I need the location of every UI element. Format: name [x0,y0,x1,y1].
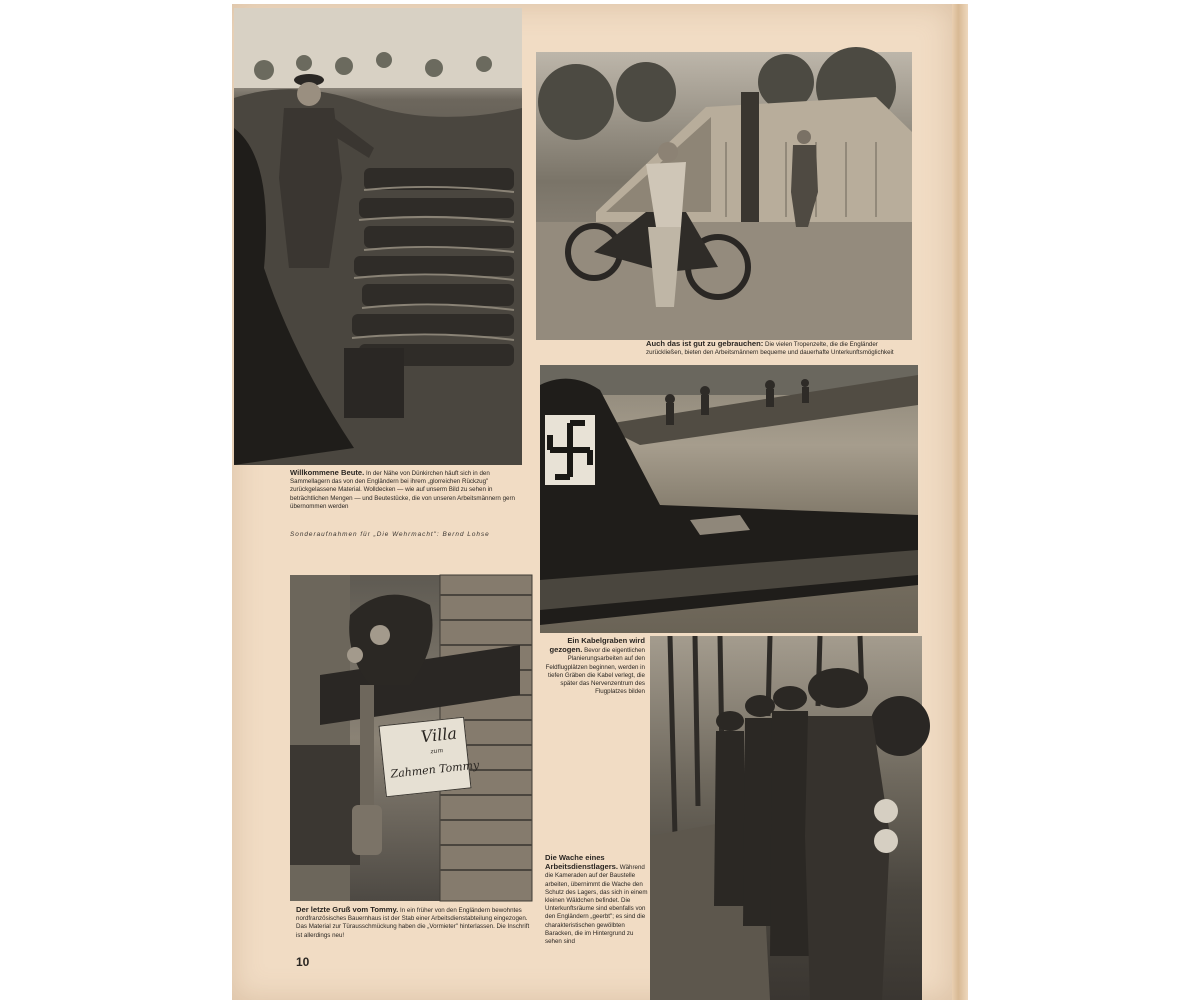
caption-title: Willkommene Beute. [290,468,365,477]
caption-body: In der Nähe von Dünkirchen häuft sich in den Sammellagern das von den Engländern bei ihrem „glorreichen Rückzug" zurückgelassene Material. Wolldecken — wie auf unserm Bild zu sehen in beträchtlichen Mengen — und Beutestücke, die von unseren Arbeitsmännern gern übernommen werden [290,470,515,510]
caption-title: Die Wache eines Arbeitsdienstlagers. [545,853,619,872]
sign-line-villa: Villa [419,723,458,747]
caption-title: Der letzte Gruß vom Tommy. [296,905,399,914]
photo-motorcycle-tent [536,52,912,340]
tail-cross-marking [545,415,595,485]
motorcycle-illustration [536,52,912,340]
caption-title: Auch das ist gut zu gebrauchen: [646,339,764,348]
caption-motorcycle [646,340,916,357]
caption-gasmask [296,906,532,940]
sign-line-zum: zum [430,747,444,756]
airplane-illustration [540,365,918,633]
photo-gasmask-sign [290,575,532,901]
caption-body: Die vielen Tropenzelte, die die Engländer zurückließen, bieten den Arbeitsmännern bequeme und dauerhafte Unterkunftsmöglichkeit [646,341,894,357]
caption-blankets [290,469,530,511]
page-number: 10 [296,955,310,969]
caption-guard [545,854,648,946]
armband-patch [874,799,898,823]
caption-body: Während die Kameraden auf der Baustelle arbeiten, übernimmt die Wache den Schutz des Lagers, das sich in einem kleinen Wäldchen befindet. Die Unterkunftsräume sind ebenfalls von den Engländern „geerbt"; es sind die charakteristischen gewölbten Baracken, die im Hintergrund zu sehen sind [545,864,648,946]
armband [874,829,898,853]
blankets-illustration [234,8,522,465]
photo-captured-blankets [234,8,522,465]
sign-line-tommy: Zahmen Tommy [389,758,480,781]
page-edge [952,4,968,1000]
guard-illustration [650,636,922,1000]
photo-guard [650,636,922,1000]
caption-trench [541,637,645,696]
villa-sign [378,717,480,798]
caption-body: Bevor die eigentlichen Planierungsarbeiten auf den Feldflugplätzen beginnen, werden in tiefen Gräben die Kabel verlegt, die später das Nervenzentrum des Flugplatzes bilden [545,647,645,696]
photo-airplane-trench [540,365,918,633]
photo-credit: Sonderaufnahmen für „Die Wehrmacht": Bernd Lohse [290,531,490,538]
caption-body: In ein früher von den Engländern bewohntes nordfranzösisches Bauernhaus ist der Stab einer Arbeitsdienstabteilung eingezogen. Das Material zur Türausschmückung haben die „Vormieter" hinterlassen. Die Inschrift ist allerdings neu! [296,907,530,939]
caption-title: Ein Kabelgraben wird gezogen. [549,636,645,655]
